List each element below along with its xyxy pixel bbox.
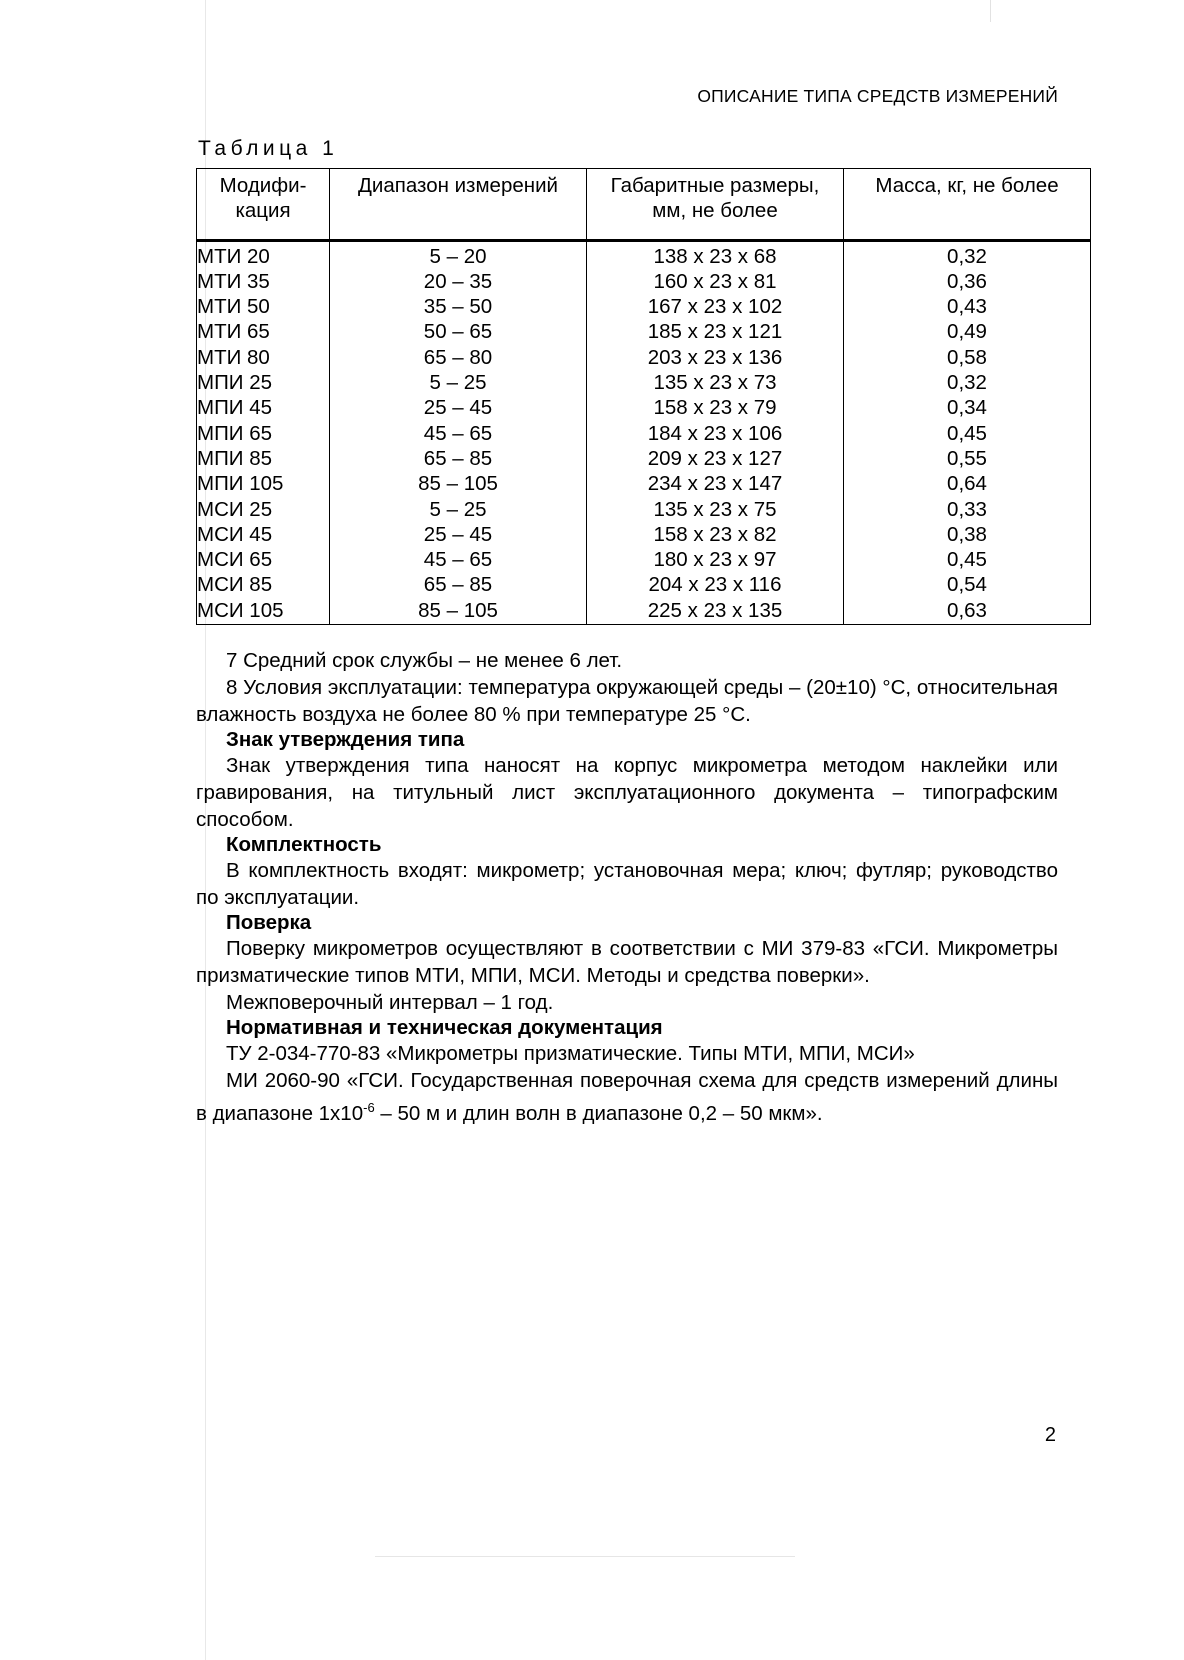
table-row	[197, 320, 1091, 345]
table-row	[197, 548, 1091, 573]
cell-dimensions: 209 х 23 х 127	[587, 447, 844, 472]
column-header-modification-line1: Модифи-	[219, 174, 307, 197]
numbered-items-block	[196, 647, 1058, 728]
table-row	[197, 522, 1091, 547]
cell-range: 65 – 80	[330, 345, 587, 370]
cell-mass: 0,49	[844, 320, 1091, 345]
cell-mass: 0,45	[844, 548, 1091, 573]
column-header-mass	[844, 169, 1091, 241]
cell-modification: МСИ 85	[197, 573, 330, 598]
paragraph-type-mark: Знак утверждения типа наносят на корпус микрометра методом наклейки или гравирования, на титульный лист эксплуатационного документа – типографским способом.	[196, 753, 1058, 831]
documentation-line-tu: ТУ 2-034-770-83 «Микрометры призматические. Типы МТИ, МПИ, МСИ»	[226, 1041, 915, 1065]
cell-mass: 0,36	[844, 269, 1091, 294]
page-number: 2	[1044, 1424, 1056, 1446]
table-caption: Таблица 1	[198, 137, 339, 160]
cell-dimensions: 158 х 23 х 79	[587, 396, 844, 421]
specifications-table	[196, 168, 1091, 625]
table-body	[197, 241, 1091, 624]
cell-mass: 0,45	[844, 421, 1091, 446]
table-row	[197, 497, 1091, 522]
cell-mass: 0,32	[844, 241, 1091, 270]
documentation-mi-part2: – 50 м и длин волн в диапазоне 0,2 – 50 мкм».	[374, 1101, 823, 1125]
item-8-operating-conditions: 8 Условия эксплуатации: температура окружающей среды – (20±10) °С, относительная влажность воздуха не более 80 % при температуре 25 °С.	[196, 675, 1058, 726]
column-header-range-label: Диапазон измерений	[358, 174, 558, 197]
cell-modification: МТИ 50	[197, 295, 330, 320]
cell-mass: 0,32	[844, 371, 1091, 396]
cell-modification: МПИ 25	[197, 371, 330, 396]
table-row	[197, 421, 1091, 446]
cell-range: 35 – 50	[330, 295, 587, 320]
cell-range: 5 – 25	[330, 371, 587, 396]
cell-mass: 0,58	[844, 345, 1091, 370]
table-row	[197, 472, 1091, 497]
cell-dimensions: 160 х 23 х 81	[587, 269, 844, 294]
heading-type-mark: Знак утверждения типа	[226, 727, 465, 751]
column-header-modification-line2: кация	[235, 198, 291, 222]
running-header-title: ОПИСАНИЕ ТИПА СРЕДСТВ ИЗМЕРЕНИЙ	[697, 86, 1058, 106]
heading-verification: Поверка	[226, 910, 312, 934]
cell-dimensions: 204 х 23 х 116	[587, 573, 844, 598]
column-header-dimensions-line1: Габаритные размеры,	[610, 174, 820, 197]
documentation-line-mi	[196, 1067, 1058, 1127]
table-row	[197, 345, 1091, 370]
documentation-mi-part1: МИ 2060-90 «ГСИ. Государственная поверочная схема для средств измерений длины в диапазоне 1х10	[196, 1068, 1058, 1125]
cell-dimensions: 167 х 23 х 102	[587, 295, 844, 320]
cell-range: 85 – 105	[330, 598, 587, 624]
table-row	[197, 371, 1091, 396]
table-row	[197, 241, 1091, 270]
paragraph-completeness: В комплектность входят: микрометр; установочная мера; ключ; футляр; руководство по эксплуатации.	[196, 858, 1058, 909]
cell-range: 85 – 105	[330, 472, 587, 497]
cell-range: 65 – 85	[330, 447, 587, 472]
cell-range: 45 – 65	[330, 421, 587, 446]
table-row	[197, 573, 1091, 598]
heading-completeness: Комплектность	[226, 832, 382, 856]
cell-modification: МТИ 65	[197, 320, 330, 345]
column-header-range	[330, 169, 587, 241]
cell-dimensions: 225 х 23 х 135	[587, 598, 844, 624]
paragraph-verification-procedure: Поверку микрометров осуществляют в соответствии с МИ 379-83 «ГСИ. Микрометры призматические типов МТИ, МПИ, МСИ. Методы и средства поверки».	[196, 936, 1058, 987]
cell-dimensions: 203 х 23 х 136	[587, 345, 844, 370]
table-row	[197, 396, 1091, 421]
cell-modification: МПИ 45	[197, 396, 330, 421]
cell-mass: 0,55	[844, 447, 1091, 472]
cell-modification: МТИ 80	[197, 345, 330, 370]
column-header-dimensions	[587, 169, 844, 241]
cell-mass: 0,34	[844, 396, 1091, 421]
cell-modification: МПИ 65	[197, 421, 330, 446]
cell-range: 5 – 25	[330, 497, 587, 522]
table-row	[197, 598, 1091, 624]
table-row	[197, 447, 1091, 472]
cell-mass: 0,43	[844, 295, 1091, 320]
table-header-row	[197, 169, 1091, 241]
cell-modification: МПИ 105	[197, 472, 330, 497]
cell-range: 50 – 65	[330, 320, 587, 345]
cell-modification: МСИ 25	[197, 497, 330, 522]
cell-modification: МСИ 45	[197, 522, 330, 547]
column-header-modification	[197, 169, 330, 241]
cell-modification: МСИ 65	[197, 548, 330, 573]
heading-documentation: Нормативная и техническая документация	[226, 1015, 663, 1039]
scan-artifact-bottom-edge	[375, 1556, 795, 1557]
column-header-mass-label: Масса, кг, не более	[875, 174, 1059, 197]
cell-range: 25 – 45	[330, 396, 587, 421]
cell-modification: МТИ 35	[197, 269, 330, 294]
cell-dimensions: 158 х 23 х 82	[587, 522, 844, 547]
cell-modification: МТИ 20	[197, 241, 330, 270]
cell-range: 5 – 20	[330, 241, 587, 270]
cell-dimensions: 185 х 23 х 121	[587, 320, 844, 345]
page-content	[196, 0, 1058, 1126]
cell-dimensions: 135 х 23 х 75	[587, 497, 844, 522]
item-7-service-life: 7 Средний срок службы – не менее 6 лет.	[226, 648, 623, 672]
cell-modification: МПИ 85	[197, 447, 330, 472]
cell-mass: 0,64	[844, 472, 1091, 497]
cell-dimensions: 234 х 23 х 147	[587, 472, 844, 497]
cell-range: 65 – 85	[330, 573, 587, 598]
table-header	[197, 169, 1091, 241]
documentation-mi-exponent: -6	[363, 1099, 375, 1115]
cell-dimensions: 138 х 23 х 68	[587, 241, 844, 270]
cell-modification: МСИ 105	[197, 598, 330, 624]
cell-dimensions: 135 х 23 х 73	[587, 371, 844, 396]
table-row	[197, 269, 1091, 294]
cell-mass: 0,54	[844, 573, 1091, 598]
paragraph-verification-interval: Межповерочный интервал – 1 год.	[226, 990, 554, 1014]
cell-range: 20 – 35	[330, 269, 587, 294]
cell-dimensions: 180 х 23 х 97	[587, 548, 844, 573]
table-row	[197, 295, 1091, 320]
cell-mass: 0,38	[844, 522, 1091, 547]
cell-range: 25 – 45	[330, 522, 587, 547]
cell-mass: 0,33	[844, 497, 1091, 522]
cell-range: 45 – 65	[330, 548, 587, 573]
column-header-dimensions-line2: мм, не более	[652, 198, 778, 222]
cell-dimensions: 184 х 23 х 106	[587, 421, 844, 446]
cell-mass: 0,63	[844, 598, 1091, 624]
